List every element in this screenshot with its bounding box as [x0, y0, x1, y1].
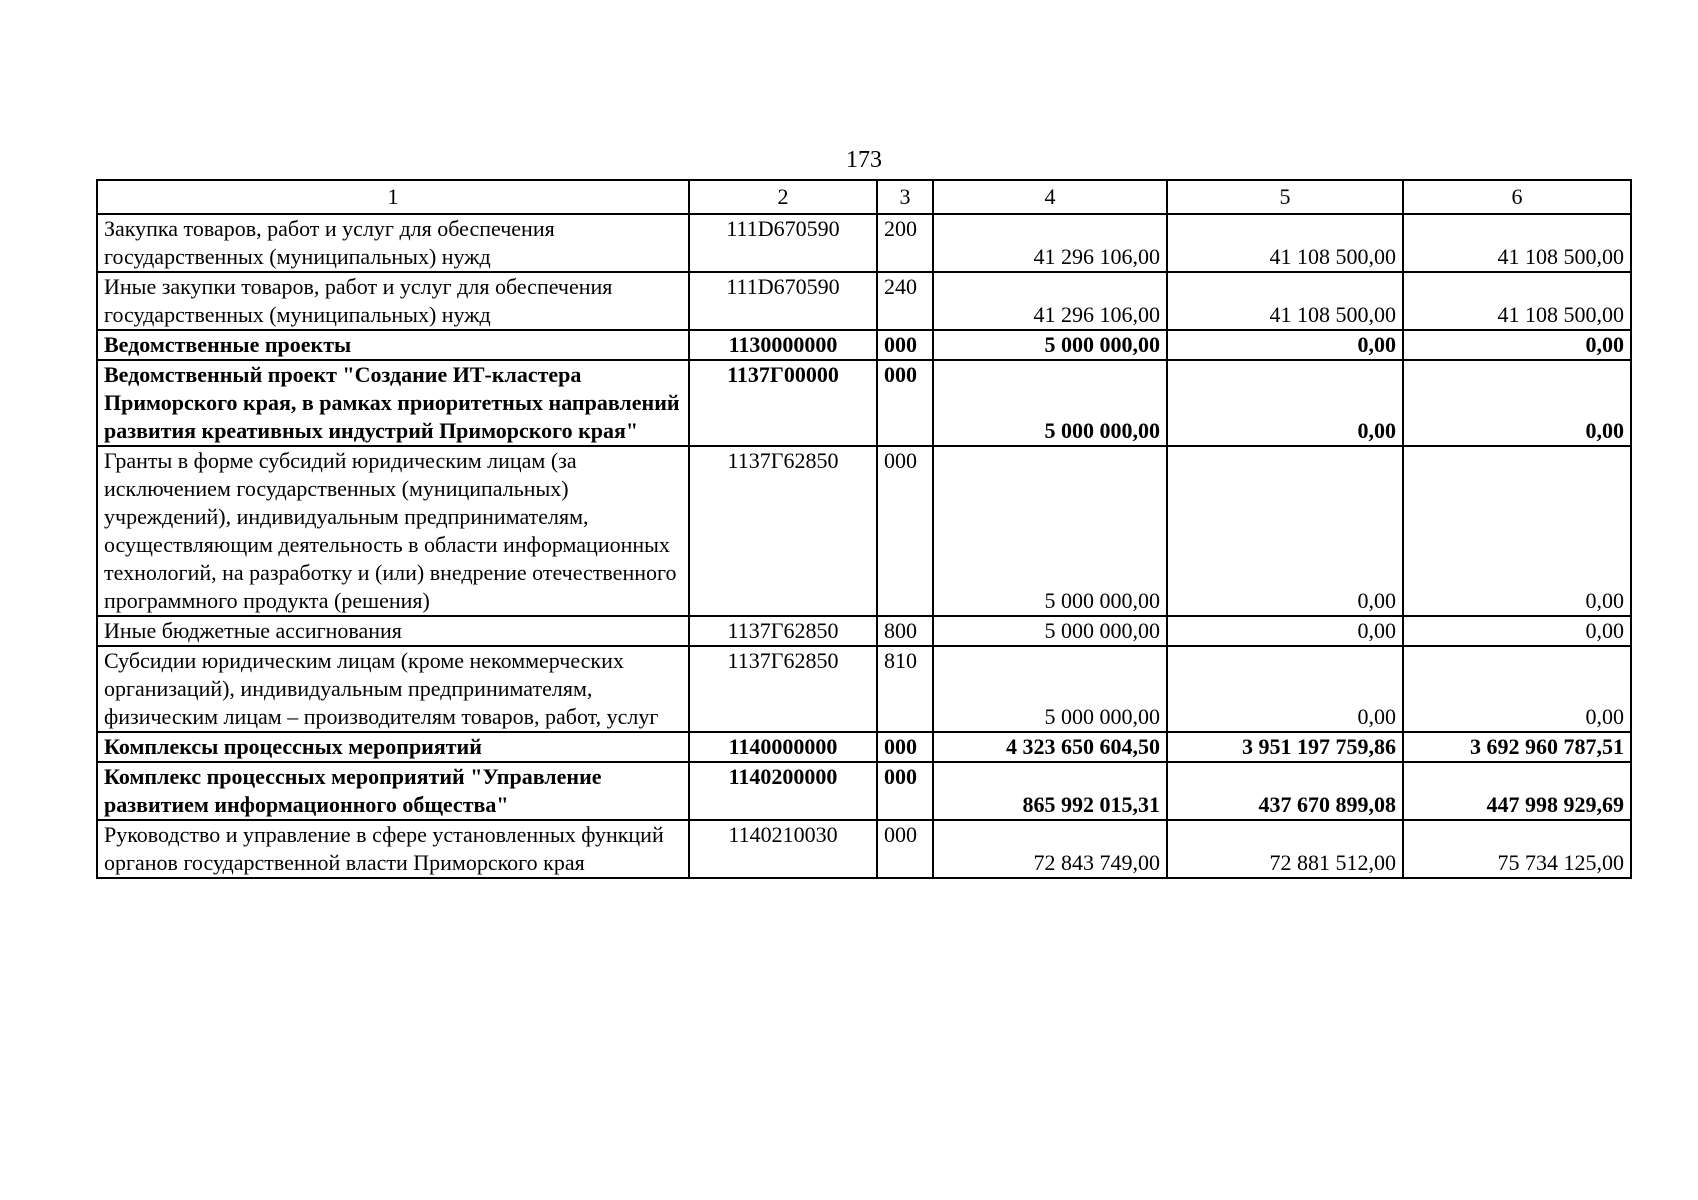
row-code-cell: 1137Г00000	[689, 360, 877, 446]
row-kind-cell: 000	[877, 446, 933, 616]
row-code-cell: 1140000000	[689, 732, 877, 762]
row-name-cell: Руководство и управление в сфере установленных функций органов государственной власти Приморского края	[97, 820, 689, 878]
row-amount-year1-cell: 5 000 000,00	[933, 360, 1167, 446]
column-header-year1: 4	[933, 180, 1167, 214]
row-amount-year2-cell: 72 881 512,00	[1167, 820, 1403, 878]
row-amount-year1-cell: 4 323 650 604,50	[933, 732, 1167, 762]
row-amount-year3-cell: 3 692 960 787,51	[1403, 732, 1631, 762]
row-amount-year3-cell: 0,00	[1403, 446, 1631, 616]
row-kind-cell: 000	[877, 732, 933, 762]
table-header-row	[97, 180, 1631, 214]
table-row	[97, 820, 1631, 878]
row-amount-year3-cell: 0,00	[1403, 646, 1631, 732]
row-amount-year1-cell: 41 296 106,00	[933, 272, 1167, 330]
row-amount-year3-cell: 75 734 125,00	[1403, 820, 1631, 878]
row-name-cell: Субсидии юридическим лицам (кроме некоммерческих организаций), индивидуальным предпринимателям, физическим лицам – производителям товаров, работ, услуг	[97, 646, 689, 732]
table-row	[97, 616, 1631, 646]
row-code-cell: 1130000000	[689, 330, 877, 360]
column-header-year2: 5	[1167, 180, 1403, 214]
row-kind-cell: 000	[877, 330, 933, 360]
row-amount-year3-cell: 41 108 500,00	[1403, 214, 1631, 272]
row-kind-cell: 000	[877, 360, 933, 446]
table-row	[97, 272, 1631, 330]
row-amount-year1-cell: 865 992 015,31	[933, 762, 1167, 820]
row-amount-year2-cell: 3 951 197 759,86	[1167, 732, 1403, 762]
row-code-cell: 1137Г62850	[689, 446, 877, 616]
row-amount-year3-cell: 0,00	[1403, 330, 1631, 360]
row-kind-cell: 800	[877, 616, 933, 646]
table-row	[97, 330, 1631, 360]
row-amount-year2-cell: 0,00	[1167, 360, 1403, 446]
row-amount-year1-cell: 5 000 000,00	[933, 616, 1167, 646]
column-header-code: 2	[689, 180, 877, 214]
row-amount-year2-cell: 41 108 500,00	[1167, 214, 1403, 272]
row-code-cell: 1137Г62850	[689, 616, 877, 646]
row-kind-cell: 200	[877, 214, 933, 272]
row-name-cell: Иные закупки товаров, работ и услуг для обеспечения государственных (муниципальных) нужд	[97, 272, 689, 330]
row-code-cell: 1137Г62850	[689, 646, 877, 732]
row-amount-year2-cell: 0,00	[1167, 616, 1403, 646]
row-kind-cell: 000	[877, 820, 933, 878]
row-name-cell: Комплекс процессных мероприятий "Управление развитием информационного общества"	[97, 762, 689, 820]
row-kind-cell: 810	[877, 646, 933, 732]
column-header-name: 1	[97, 180, 689, 214]
page-number: 173	[846, 147, 882, 173]
row-code-cell: 1140200000	[689, 762, 877, 820]
row-amount-year2-cell: 0,00	[1167, 330, 1403, 360]
row-amount-year1-cell: 72 843 749,00	[933, 820, 1167, 878]
column-header-year3: 6	[1403, 180, 1631, 214]
row-amount-year3-cell: 0,00	[1403, 616, 1631, 646]
table-row	[97, 360, 1631, 446]
table-row	[97, 732, 1631, 762]
row-name-cell: Ведомственные проекты	[97, 330, 689, 360]
budget-table	[96, 179, 1632, 879]
row-amount-year1-cell: 41 296 106,00	[933, 214, 1167, 272]
row-amount-year3-cell: 447 998 929,69	[1403, 762, 1631, 820]
row-amount-year3-cell: 41 108 500,00	[1403, 272, 1631, 330]
row-name-cell: Ведомственный проект "Создание ИТ-кластера Приморского края, в рамках приоритетных направлений развития креативных индустрий Приморского края"	[97, 360, 689, 446]
row-code-cell: 111D670590	[689, 272, 877, 330]
row-amount-year1-cell: 5 000 000,00	[933, 330, 1167, 360]
row-kind-cell: 000	[877, 762, 933, 820]
row-name-cell: Комплексы процессных мероприятий	[97, 732, 689, 762]
budget-table-body	[97, 180, 1631, 878]
row-name-cell: Закупка товаров, работ и услуг для обеспечения государственных (муниципальных) нужд	[97, 214, 689, 272]
table-row	[97, 762, 1631, 820]
row-amount-year1-cell: 5 000 000,00	[933, 446, 1167, 616]
row-code-cell: 111D670590	[689, 214, 877, 272]
row-amount-year2-cell: 437 670 899,08	[1167, 762, 1403, 820]
row-amount-year2-cell: 0,00	[1167, 646, 1403, 732]
table-row	[97, 646, 1631, 732]
row-kind-cell: 240	[877, 272, 933, 330]
row-amount-year3-cell: 0,00	[1403, 360, 1631, 446]
row-amount-year1-cell: 5 000 000,00	[933, 646, 1167, 732]
row-name-cell: Гранты в форме субсидий юридическим лицам (за исключением государственных (муниципальных) учреждений), индивидуальным предпринимателям, осуществляющим деятельность в области информационных технологий, на разработку и (или) внедрение отечественного программного продукта (решения)	[97, 446, 689, 616]
table-row	[97, 214, 1631, 272]
row-code-cell: 1140210030	[689, 820, 877, 878]
table-row	[97, 446, 1631, 616]
row-amount-year2-cell: 0,00	[1167, 446, 1403, 616]
row-amount-year2-cell: 41 108 500,00	[1167, 272, 1403, 330]
row-name-cell: Иные бюджетные ассигнования	[97, 616, 689, 646]
column-header-kind: 3	[877, 180, 933, 214]
